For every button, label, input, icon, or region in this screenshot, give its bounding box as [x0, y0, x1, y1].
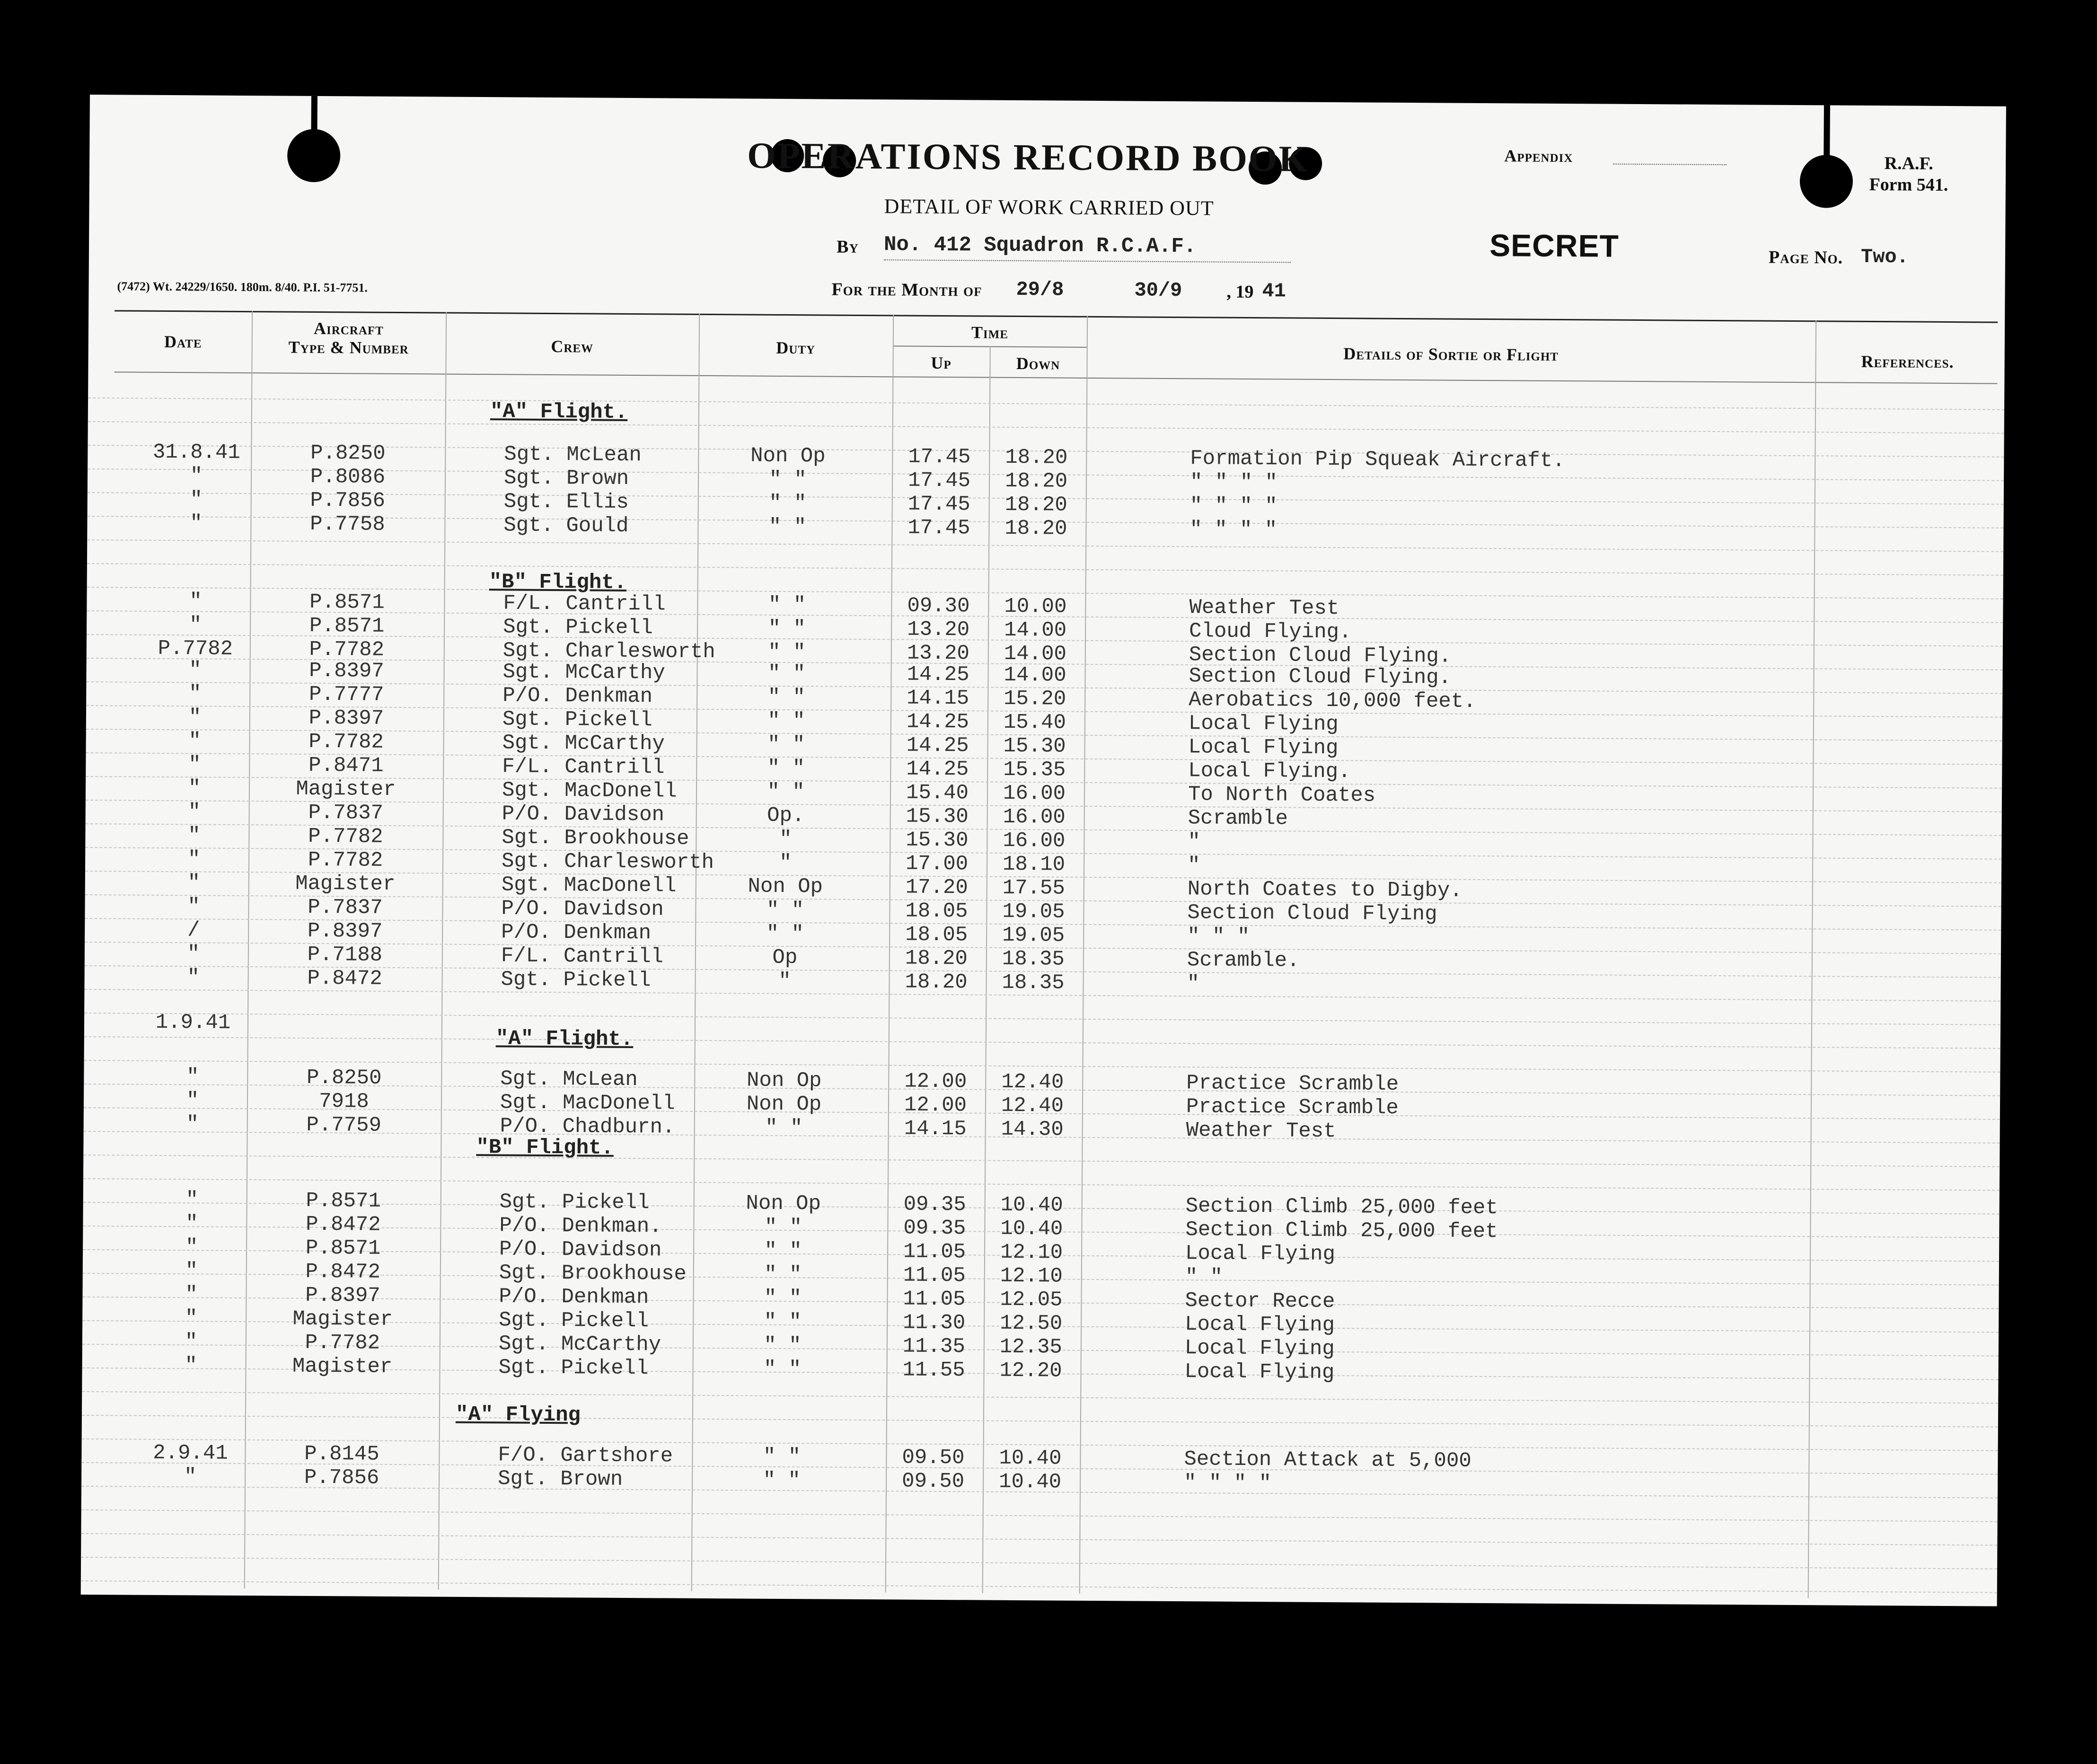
ruled-line	[82, 1415, 1998, 1428]
page-no-label: Page No.	[1768, 247, 1843, 268]
cell-up: 11.35	[902, 1334, 966, 1359]
col-time: Time	[971, 323, 1009, 342]
cell-down: 18.20	[1004, 516, 1067, 541]
cell-up: 17.45	[908, 492, 970, 517]
by-label: By	[836, 237, 859, 257]
cell-aircraft: P.8250	[306, 1066, 382, 1090]
cell-up: 14.25	[906, 733, 969, 758]
cell-details: "	[1188, 830, 1200, 854]
section-heading: "A" Flight.	[490, 400, 628, 424]
cell-duty: " "	[766, 898, 804, 923]
cell-details: Weather Test	[1189, 596, 1339, 621]
page-title: OPERATIONS RECORD BOOK	[747, 134, 1309, 179]
cell-down: 10.40	[1000, 1217, 1063, 1241]
cell-down: 19.05	[1002, 923, 1065, 948]
cell-aircraft: P.7856	[310, 488, 386, 513]
cell-duty: " "	[768, 617, 806, 641]
cell-details: North Coates to Digby.	[1187, 877, 1463, 903]
cell-date: "	[185, 1354, 197, 1378]
cell-down: 14.00	[1004, 663, 1066, 688]
cell-crew: Sgt. Charlesworth	[501, 849, 714, 875]
cell-down: 12.40	[1001, 1070, 1064, 1094]
cell-up: 09.50	[901, 1469, 965, 1494]
cell-date: "	[187, 895, 200, 919]
cell-crew: Sgt. Pickell	[502, 615, 653, 640]
cell-duty: Non Op	[750, 444, 826, 468]
cell-aircraft: P.8250	[310, 441, 386, 466]
year-value: 41	[1262, 280, 1286, 303]
cell-down: 12.10	[1000, 1240, 1063, 1265]
cell-crew: P/O. Davidson	[502, 802, 665, 827]
record-sheet	[81, 95, 2006, 1606]
cell-date: 2.9.41	[153, 1441, 228, 1465]
cell-duty: " "	[765, 1116, 803, 1140]
col-down: Down	[1016, 353, 1060, 373]
cell-aircraft: P.7856	[304, 1465, 379, 1490]
cell-down: 15.40	[1003, 710, 1066, 735]
cell-up: 17.45	[908, 468, 971, 493]
cell-down: 18.35	[1002, 947, 1065, 971]
cell-aircraft: P.8397	[309, 659, 384, 683]
cell-aircraft: P.7837	[308, 895, 383, 920]
cell-down: 10.40	[998, 1470, 1062, 1494]
cell-crew: Sgt. Brookhouse	[499, 1261, 687, 1286]
cell-crew: Sgt. MacDonell	[502, 778, 677, 803]
cell-duty: " "	[764, 1239, 802, 1263]
cell-date: "	[187, 942, 200, 966]
cell-up: 18.20	[905, 946, 968, 971]
cell-aircraft: P.8472	[307, 966, 382, 991]
col-references: References.	[1861, 352, 1954, 372]
cell-details: " " "	[1187, 925, 1250, 949]
cell-crew: Sgt. Gould	[503, 513, 629, 538]
ruled-line	[87, 563, 2003, 576]
cell-crew: Sgt. Brown	[503, 466, 629, 491]
col-crew: Crew	[551, 336, 594, 356]
cell-down: 19.05	[1002, 900, 1065, 924]
cell-up: 14.25	[907, 662, 969, 687]
cell-down: 18.20	[1005, 445, 1068, 470]
cell-details: Section Cloud Flying	[1187, 901, 1437, 926]
cell-crew: P/O. Denkman	[499, 1285, 649, 1310]
cell-duty: " "	[763, 1445, 801, 1469]
cell-duty: Non Op	[746, 1191, 821, 1216]
cell-date: "	[186, 1112, 199, 1137]
cell-crew: Sgt. McLean	[500, 1067, 638, 1092]
squadron-value: No. 412 Squadron R.C.A.F.	[883, 233, 1197, 259]
cell-details: Sector Recce	[1185, 1289, 1335, 1314]
cell-duty: "	[778, 969, 791, 994]
cell-date: "	[190, 488, 203, 512]
cell-crew: Sgt. McLean	[504, 442, 642, 467]
cell-down: 16.00	[1003, 805, 1066, 829]
col-aircraft: Aircraft	[313, 318, 384, 338]
ruled-line	[82, 1391, 1998, 1404]
cell-date: "	[185, 1283, 198, 1307]
cell-duty: Op.	[767, 803, 805, 828]
ruled-line	[83, 1155, 2000, 1168]
cell-details: Cloud Flying.	[1189, 619, 1352, 644]
cell-date: 1.9.41	[155, 1010, 231, 1035]
cell-down: 12.05	[1000, 1288, 1063, 1312]
cell-date: "	[187, 847, 201, 872]
cell-up: 18.20	[905, 970, 968, 995]
cell-up: 09.30	[907, 594, 970, 618]
cell-date: "	[188, 706, 202, 730]
cell-details: Section Cloud Flying.	[1189, 643, 1452, 669]
cell-date: "	[188, 776, 201, 801]
cell-down: 12.20	[999, 1358, 1062, 1383]
cell-crew: Sgt. Pickell	[499, 1190, 650, 1215]
cell-up: 09.50	[902, 1446, 965, 1470]
cell-details: Weather Test	[1186, 1119, 1336, 1144]
cell-aircraft: P.7782	[308, 824, 383, 849]
cell-crew: Sgt. MacDonell	[500, 1091, 675, 1116]
col-date: Date	[164, 332, 202, 352]
cell-duty: " "	[769, 467, 807, 492]
cell-aircraft: P.8397	[307, 919, 383, 944]
cell-date: "	[189, 613, 202, 637]
section-heading: "A" Flying	[455, 1402, 581, 1428]
cell-details: Local Flying	[1185, 1242, 1336, 1267]
cell-date: 31.8.41	[152, 440, 240, 465]
cell-down: 14.00	[1004, 642, 1066, 666]
col-details: Details of Sortie or Flight	[1343, 344, 1559, 364]
cell-duty: " "	[767, 732, 805, 757]
cell-duty: " "	[764, 1333, 802, 1358]
cell-details: Section Cloud Flying.	[1189, 664, 1452, 690]
cell-duty: " "	[764, 1215, 802, 1240]
cell-down: 17.55	[1002, 876, 1065, 900]
cell-up: 11.30	[903, 1311, 966, 1335]
cell-crew: P/O. Davidson	[501, 897, 664, 922]
cell-details: Local Flying	[1184, 1336, 1335, 1361]
form-label: Form 541.	[1869, 174, 1948, 195]
cell-duty: "	[779, 827, 792, 852]
cell-date: "	[188, 753, 201, 777]
cell-aircraft: P.8472	[306, 1212, 381, 1237]
cell-details: Local Flying.	[1188, 759, 1351, 784]
cell-date: "	[190, 464, 203, 488]
cell-aircraft: P.7782	[308, 848, 383, 873]
cell-date: "	[184, 1465, 197, 1489]
cell-aircraft: Magister	[292, 1307, 393, 1332]
cell-crew: F/L. Cantrill	[503, 591, 666, 617]
cell-up: 17.00	[905, 852, 969, 876]
cell-up: 14.25	[906, 710, 969, 734]
cell-aircraft: Magister	[296, 777, 396, 802]
cell-date: "	[188, 729, 202, 753]
appendix-label: Appendix	[1504, 146, 1573, 166]
cell-crew: F/L. Cantrill	[502, 755, 665, 780]
cell-details: " " " "	[1189, 518, 1278, 542]
cell-details: Local Flying	[1188, 735, 1339, 760]
cell-details: Formation Pip Squeak Aircraft.	[1190, 447, 1565, 473]
cell-date: "	[185, 1235, 198, 1260]
ruled-line	[81, 1580, 1997, 1594]
cell-duty: " "	[764, 1262, 802, 1287]
cell-up: 18.05	[905, 923, 968, 947]
cell-crew: Sgt. McCarthy	[502, 731, 665, 756]
cell-duty: " "	[767, 685, 806, 710]
cell-date: "	[187, 966, 200, 990]
cell-crew: Sgt. Pickell	[498, 1356, 649, 1381]
cell-up: 14.15	[907, 686, 969, 711]
cell-details: Practice Scramble	[1186, 1071, 1399, 1096]
cell-aircraft: P.8086	[310, 465, 386, 489]
cell-up: 13.20	[907, 617, 970, 642]
ruled-line	[81, 1533, 1997, 1546]
cell-duty: " "	[767, 756, 805, 781]
cell-details: To North Coates	[1188, 783, 1376, 808]
print-reference: (7472) Wt. 24229/1650. 180m. 8/40. P.I. 51-7751.	[117, 279, 368, 295]
cell-date: "	[186, 1065, 199, 1089]
section-heading: "B" Flight.	[476, 1136, 614, 1160]
cell-aircraft: Magister	[295, 872, 396, 896]
cell-duty: " "	[768, 491, 807, 516]
cell-crew: Sgt. Pickell	[499, 1308, 649, 1333]
cell-down: 12.35	[999, 1335, 1063, 1359]
cell-up: 11.05	[903, 1263, 966, 1288]
cell-crew: Sgt. McCarthy	[498, 1332, 661, 1357]
cell-duty: Non Op	[746, 1092, 822, 1117]
cell-crew: F/L. Cantrill	[501, 944, 664, 969]
cell-down: 10.00	[1004, 594, 1067, 619]
cell-date: "	[185, 1188, 199, 1212]
page-subtitle: DETAIL OF WORK CARRIED OUT	[884, 194, 1214, 220]
cell-details: Section Climb 25,000 feet	[1185, 1218, 1498, 1244]
cell-aircraft: P.7782	[308, 730, 384, 754]
cell-up: 15.30	[906, 804, 969, 829]
cell-details: Local Flying	[1184, 1360, 1335, 1385]
cell-date: "	[185, 1212, 198, 1236]
cell-down: 15.20	[1004, 687, 1066, 711]
cell-down: 15.30	[1003, 734, 1066, 759]
cell-duty: " "	[768, 640, 806, 665]
cell-duty: " "	[767, 662, 806, 686]
cell-duty: " "	[768, 515, 807, 539]
cell-up: 15.40	[906, 781, 969, 805]
cell-aircraft: P.8145	[304, 1442, 379, 1466]
cell-up: 14.15	[904, 1117, 967, 1141]
cell-aircraft: 7918	[319, 1089, 369, 1114]
cell-duty: "	[779, 851, 792, 875]
cell-aircraft: P.7782	[305, 1331, 380, 1355]
cell-down: 18.20	[1004, 469, 1068, 494]
cell-details: Local Flying	[1188, 712, 1339, 737]
cell-up: 17.45	[908, 445, 971, 469]
ruled-line	[88, 397, 2004, 411]
cell-date: "	[188, 824, 201, 848]
cell-date: "	[189, 658, 202, 682]
cell-aircraft: P.7837	[308, 801, 384, 825]
cell-down: 10.40	[999, 1446, 1062, 1471]
cell-down: 14.30	[1001, 1117, 1064, 1142]
cell-date: /	[187, 918, 200, 943]
cell-crew: Sgt. Ellis	[503, 490, 629, 514]
cell-down: 16.00	[1003, 781, 1066, 806]
cell-date: "	[185, 1330, 198, 1354]
page-no-value: Two.	[1860, 245, 1909, 269]
secret-stamp: SECRET	[1489, 228, 1620, 264]
cell-crew: Sgt. Brookhouse	[502, 826, 689, 851]
cell-aircraft: P.7758	[310, 512, 385, 537]
cell-date: "	[185, 1306, 198, 1331]
cell-details: "	[1187, 854, 1200, 878]
cell-details: Section Attack at 5,000	[1184, 1447, 1471, 1473]
col-up: Up	[931, 353, 952, 373]
cell-aircraft: P.8397	[305, 1283, 380, 1308]
cell-duty: " "	[767, 709, 805, 733]
cell-details: " " " "	[1183, 1471, 1272, 1496]
cell-up: 12.00	[904, 1069, 967, 1094]
cell-date: "	[188, 682, 202, 706]
cell-aircraft: P.8472	[305, 1260, 381, 1284]
cell-down: 10.40	[1000, 1193, 1063, 1217]
cell-crew: Sgt. Charlesworth	[502, 639, 715, 664]
cell-crew: P/O. Denkman	[502, 684, 653, 709]
cell-down: 14.00	[1004, 618, 1067, 643]
cell-crew: P/O. Chadburn.	[500, 1114, 675, 1139]
cell-details: "	[1187, 972, 1200, 996]
cell-aircraft: P.8571	[306, 1189, 381, 1213]
cell-aircraft: P.7759	[306, 1113, 382, 1138]
cell-crew: Sgt. McCarthy	[502, 660, 665, 685]
cell-details: Scramble	[1188, 806, 1288, 831]
ruled-line	[81, 1557, 1997, 1570]
cell-down: 16.00	[1003, 829, 1066, 853]
cell-date: "	[187, 871, 201, 895]
cell-duty: " "	[766, 922, 804, 946]
cell-up: 09.35	[903, 1192, 966, 1217]
cell-aircraft: P.8397	[308, 706, 384, 731]
cell-aircraft: Magister	[292, 1354, 393, 1379]
cell-duty: " "	[768, 593, 806, 617]
cell-down: 18.10	[1002, 852, 1066, 877]
cell-aircraft: P.8571	[309, 614, 385, 638]
cell-date: "	[185, 1259, 198, 1283]
cell-details: " " " "	[1189, 470, 1278, 495]
cell-details: Scramble.	[1187, 948, 1300, 973]
cell-crew: P/O. Davidson	[499, 1237, 662, 1262]
raf-label: R.A.F.	[1884, 153, 1933, 174]
cell-up: 17.45	[908, 516, 970, 540]
cell-down: 18.20	[1004, 493, 1067, 517]
cell-duty: " "	[764, 1310, 802, 1334]
cell-crew: Sgt. Pickell	[501, 968, 651, 993]
cell-duty: Non Op	[746, 1068, 822, 1093]
cell-duty: " "	[767, 780, 805, 804]
cell-details: Practice Scramble	[1186, 1095, 1399, 1120]
section-heading: "B" Flight.	[489, 570, 627, 595]
cell-up: 12.00	[904, 1093, 967, 1118]
cell-details: " "	[1185, 1265, 1223, 1289]
cell-up: 09.35	[903, 1216, 966, 1241]
cell-up: 17.20	[905, 875, 968, 900]
cell-date: P.7782	[158, 636, 233, 661]
cell-duty: Op	[772, 945, 798, 970]
cell-duty: Non Op	[748, 874, 823, 899]
cell-details: Section Climb 25,000 feet	[1185, 1194, 1498, 1220]
cell-aircraft: P.8571	[309, 590, 385, 615]
cell-aircraft: P.7782	[309, 637, 385, 662]
cell-down: 18.35	[1002, 970, 1065, 995]
month-label: For the Month of	[831, 279, 982, 300]
cell-aircraft: P.7777	[308, 682, 384, 707]
month-to: 30/9	[1134, 279, 1182, 302]
cell-aircraft: P.7188	[307, 943, 383, 967]
cell-crew: F/O. Gartshore	[498, 1443, 673, 1468]
cell-up: 11.55	[902, 1358, 965, 1383]
year-prefix: , 19	[1226, 282, 1254, 302]
cell-date: "	[186, 1089, 199, 1113]
cell-details: Local Flying	[1185, 1313, 1335, 1338]
cell-up: 14.25	[906, 757, 969, 782]
cell-up: 13.20	[907, 641, 969, 666]
cell-down: 12.50	[1000, 1311, 1063, 1336]
cell-aircraft: P.8571	[305, 1236, 381, 1261]
month-from: 29/8	[1016, 278, 1064, 301]
cell-crew: Sgt. Brown	[497, 1467, 623, 1491]
cell-details: Aerobatics 10,000 feet.	[1189, 688, 1476, 714]
cell-up: 15.30	[906, 828, 969, 853]
cell-down: 12.40	[1001, 1094, 1064, 1118]
ruled-line	[88, 421, 2004, 434]
cell-crew: Sgt. MacDonell	[501, 873, 677, 898]
cell-up: 11.05	[903, 1287, 966, 1312]
cell-crew: P/O. Denkman	[501, 920, 652, 945]
cell-crew: P/O. Denkman.	[499, 1214, 662, 1239]
cell-up: 11.05	[903, 1240, 966, 1264]
section-heading: "A" Flight.	[495, 1027, 634, 1052]
cell-duty: " "	[763, 1357, 802, 1382]
cell-up: 18.05	[905, 899, 968, 924]
cell-crew: Sgt. Pickell	[502, 707, 652, 732]
cell-date: "	[189, 590, 202, 614]
cell-duty: " "	[763, 1468, 801, 1493]
cell-date: "	[188, 800, 201, 824]
cell-details: " " " "	[1189, 494, 1278, 519]
cell-aircraft: P.8471	[308, 753, 384, 778]
cell-down: 15.35	[1003, 758, 1066, 782]
cell-duty: " "	[764, 1286, 802, 1311]
cell-down: 12.10	[1000, 1264, 1063, 1288]
col-duty: Duty	[776, 338, 816, 358]
col-aircraft-type: Type & Number	[288, 337, 409, 358]
ruled-line	[81, 1509, 1998, 1523]
cell-date: "	[190, 512, 203, 536]
